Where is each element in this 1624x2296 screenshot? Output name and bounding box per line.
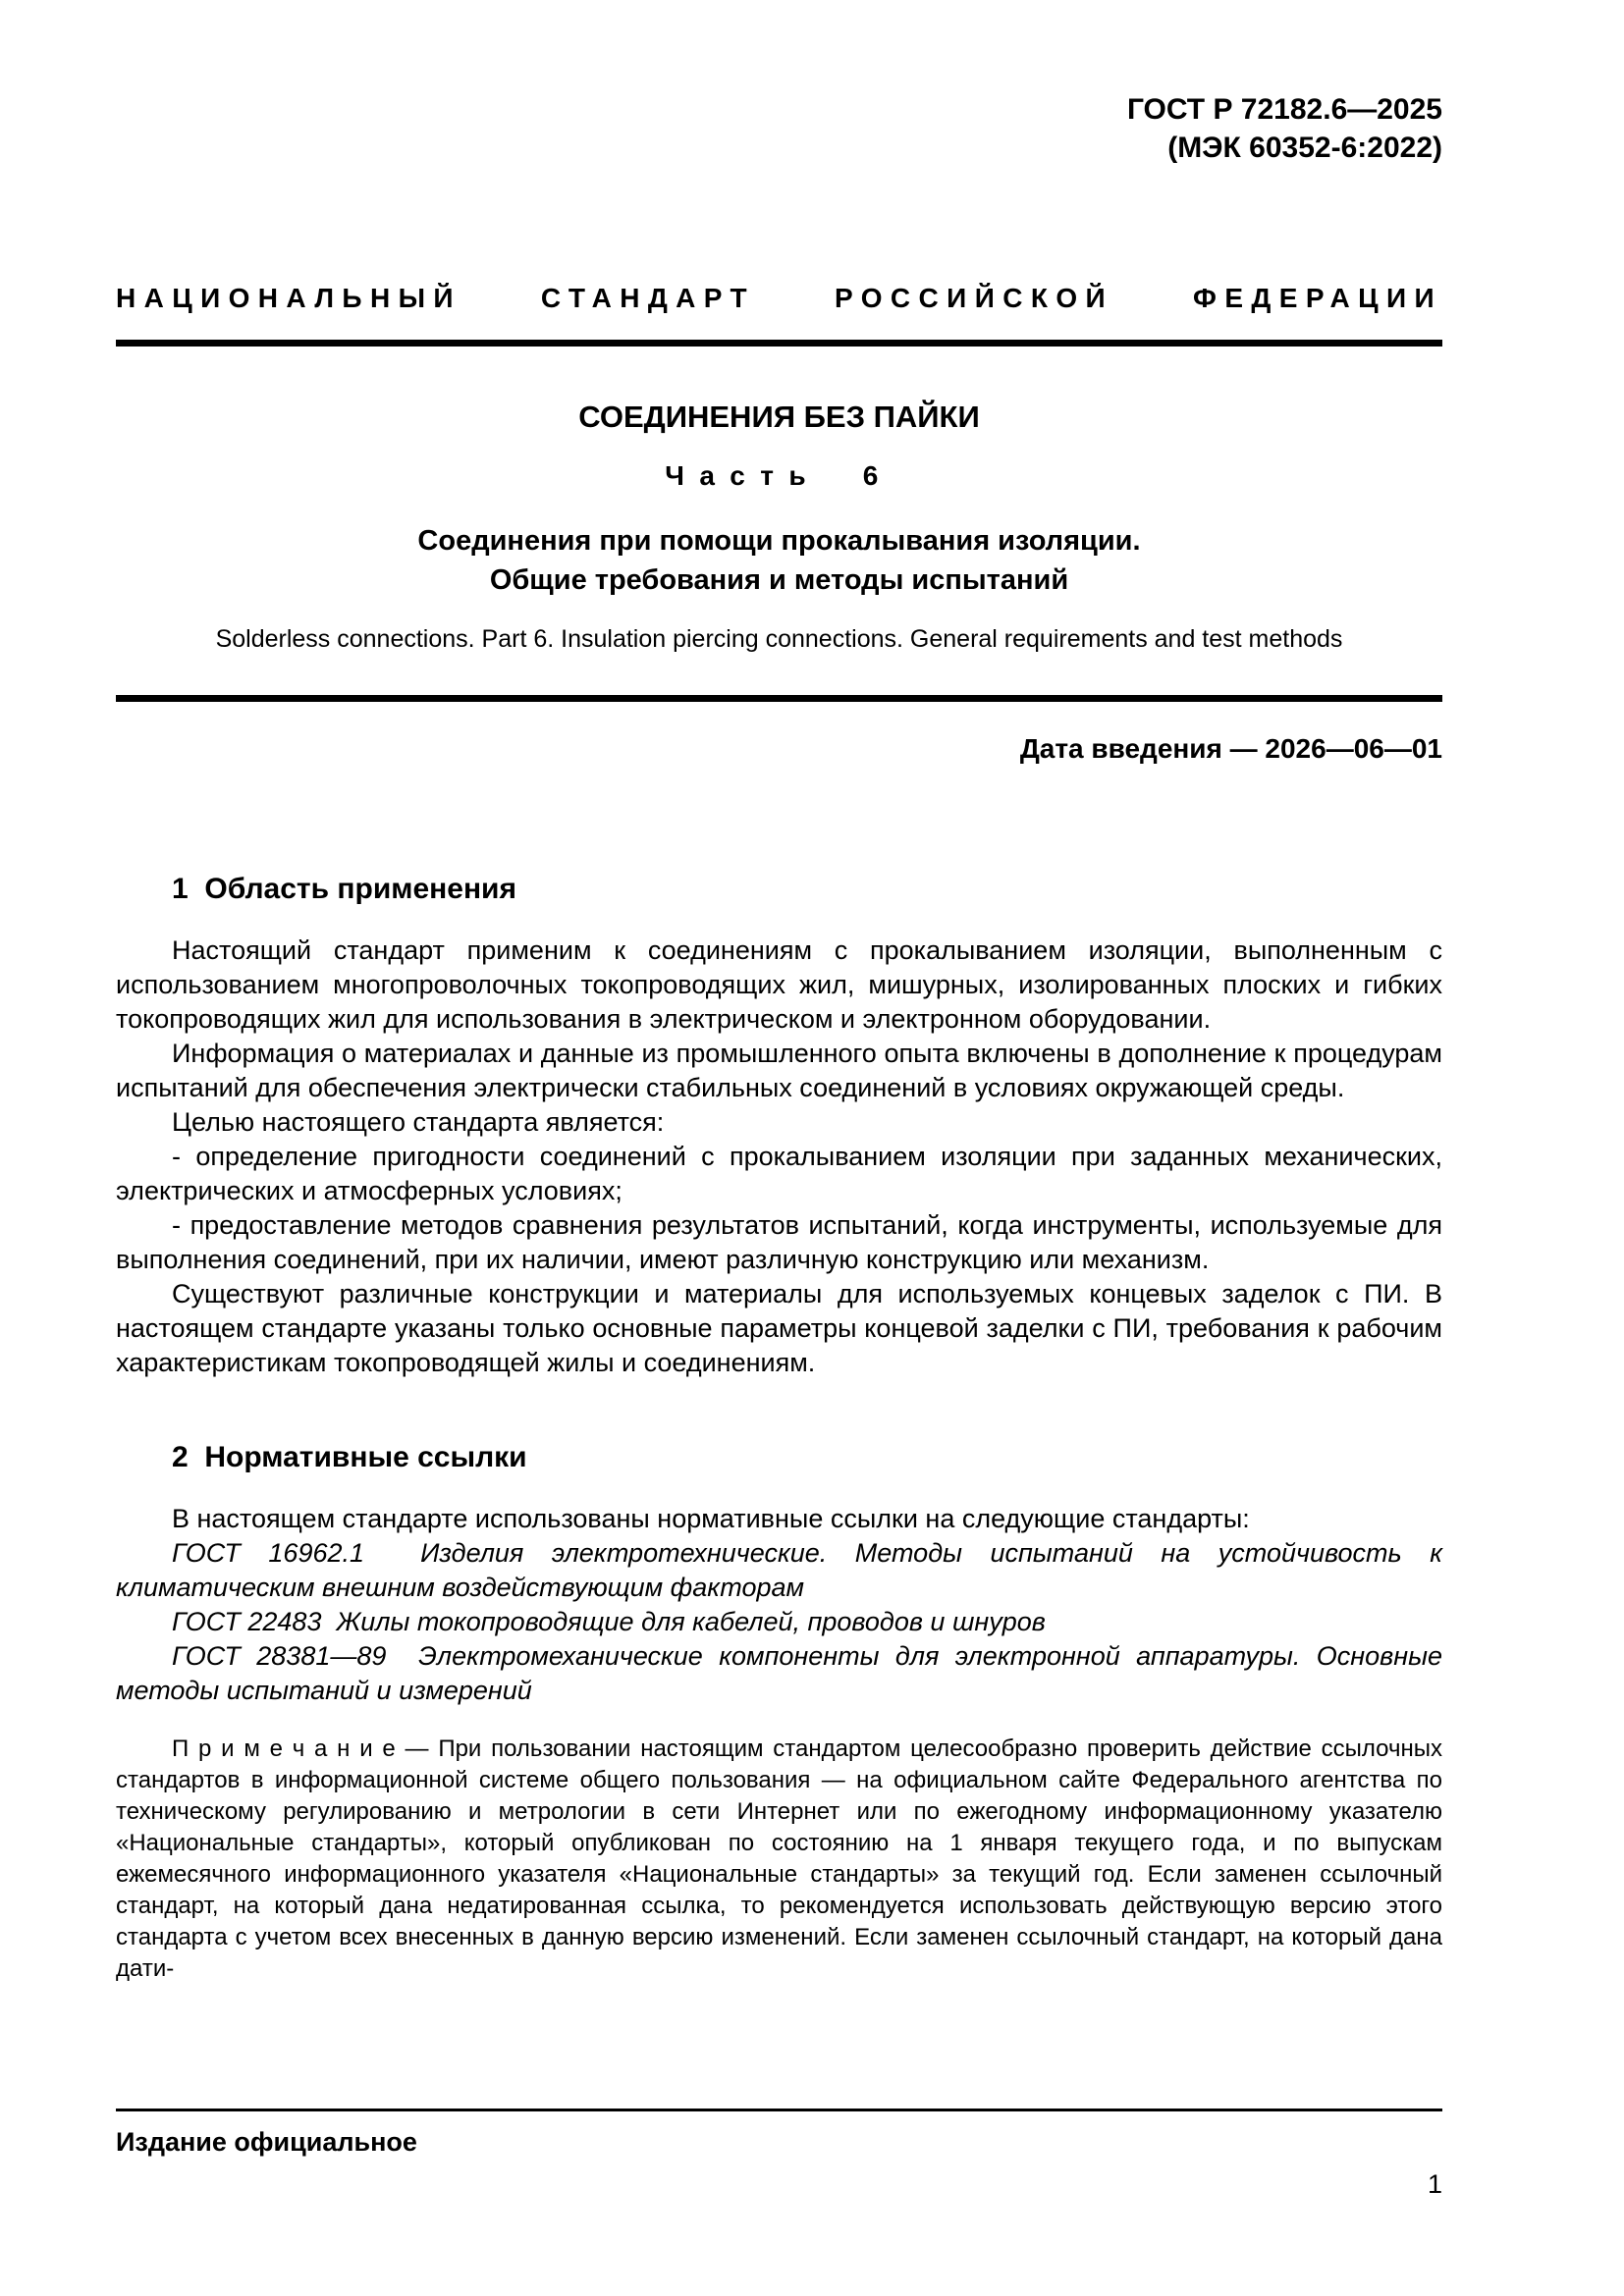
subtitle-line-2: Общие требования и методы испытаний [489,564,1069,596]
normative-reference: ГОСТ 22483 Жилы токопроводящие для кабелей, проводов и шнуров [172,1607,1046,1636]
section-1-list-item: - определение пригодности соединений с прокалыванием изоляции при заданных механических, электрических и атмосферных условиях; [116,1142,1442,1205]
title-bottom-divider [116,695,1442,702]
section-1-paragraph: Целью настоящего стандарта является: [172,1107,665,1137]
introduction-date: Дата введения — 2026—06—01 [1019,733,1442,764]
document-title: СОЕДИНЕНИЯ БЕЗ ПАЙКИ [578,400,980,434]
normative-reference: ГОСТ 16962.1 Изделия электротехнические. Методы испытаний на устойчивость к климатическим внешним воздействующим факторам [116,1538,1442,1602]
section-2-heading: 2 Нормативные ссылки [172,1441,527,1473]
section-2-intro: В настоящем стандарте использованы нормативные ссылки на следующие стандарты: [172,1504,1250,1533]
section-1-paragraph: Информация о материалах и данные из промышленного опыта включены в дополнение к процедурам испытаний для обеспечения электрически стабильных соединений в условиях окружающей среды. [116,1039,1442,1102]
normative-reference: ГОСТ 28381—89 Электромеханические компоненты для электронной аппаратуры. Основные методы испытаний и измерений [116,1641,1442,1705]
page-number: 1 [1427,2169,1442,2199]
gost-number: ГОСТ Р 72182.6—2025 [1126,93,1442,126]
iec-number: (МЭК 60352-6:2022) [1167,132,1442,164]
subtitle-line-1: Соединения при помощи прокалывания изоляции. [417,525,1141,557]
footer [116,2109,1442,2158]
section-1-paragraph: Существуют различные конструкции и материалы для используемых концевых заделок с ПИ. В настоящем стандарте указаны только основные параметры концевой заделки с ПИ, требования к рабочим характеристикам токопроводящей жилы и соединениям. [116,1279,1442,1377]
doc-number-block [116,90,1442,167]
section-1-list-item: - предоставление методов сравнения результатов испытаний, когда инструменты, используемые для выполнения соединений, при их наличии, имеют различную конструкцию или механизм. [116,1210,1442,1274]
edition-label: Издание официальное [116,2127,417,2157]
top-divider [116,340,1442,347]
document-subtitle [116,521,1442,600]
section-1-paragraph: Настоящий стандарт применим к соединениям с прокалыванием изоляции, выполненным с использованием многопроволочных токопроводящих жил, мишурных, изолированных плоских и гибких токопроводящих жил для использования в электрическом и электронном оборудовании. [116,935,1442,1034]
part-label: Часть 6 [665,460,893,491]
section-2-note: П р и м е ч а н и е — При пользовании настоящим стандартом целесообразно проверить действие ссылочных стандартов в информационной системе общего пользования — на официальном сайте Федерального агентства по техническому регулированию и метрологии в сети Интернет или по ежегодному информационному указателю «Национальные стандарты», который опубликован по состоянию на 1 января текущего года, и по выпускам ежемесячного информационного указателя «Национальные стандарты» за текущий год. Если заменен ссылочный стандарт, на который дана недатированная ссылка, то рекомендуется использовать действующую версию этого стандарта с учетом всех внесенных в данную версию изменений. Если заменен ссылочный стандарт, на который дана дати- [116,1735,1442,1982]
page-content [116,0,1442,1985]
english-title: Solderless connections. Part 6. Insulation piercing connections. General requirements and test methods [215,625,1343,653]
section-1-heading: 1 Область применения [172,873,517,905]
standard-type-title: НАЦИОНАЛЬНЫЙ СТАНДАРТ РОССИЙСКОЙ ФЕДЕРАЦИИ [116,283,1442,313]
